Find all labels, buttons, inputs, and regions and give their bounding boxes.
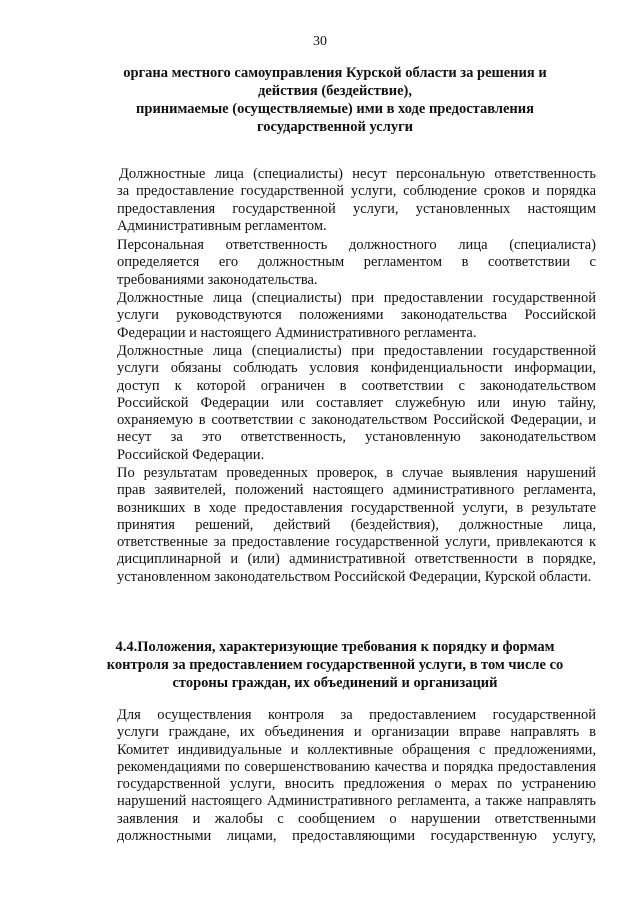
paragraph-personal-responsibility	[117, 237, 596, 289]
text-line: Персональная ответственность должностного лица (специалиста)	[117, 237, 596, 253]
text-line: По результатам проведенных проверок, в случае выявления нарушений	[117, 465, 596, 481]
text-line: рекомендациями по совершенствованию качества и порядка предоставления	[117, 758, 596, 775]
heading-line: органа местного самоуправления Курской области за решения и	[123, 65, 547, 81]
paragraph-confidentiality	[117, 343, 596, 464]
text-line: возникших в ходе предоставления государственной услуги, в результате	[117, 499, 596, 516]
text-line: Административным регламентом.	[117, 217, 327, 234]
text-line: несут за это ответственность, установленную законодательством	[117, 429, 596, 446]
text-line: за предоставление государственной услуги, соблюдение сроков и порядка	[117, 183, 596, 200]
text-line: дисциплинарной и (или) административной ответственности в порядке,	[117, 551, 596, 568]
section-heading-top	[90, 64, 580, 136]
text-line: Должностные лица (специалисты) при предоставлении государственной	[117, 290, 596, 306]
text-line: предоставления государственной услуги, установленных настоящим	[117, 200, 596, 217]
text-line: услуги руководствуются положениями законодательства Российской	[117, 307, 596, 324]
heading-line: действия (бездействие),	[258, 83, 412, 99]
heading-line: государственной услуги	[256, 119, 414, 135]
heading-line: 4.4.Положения, характеризующие требования к порядку и формам	[115, 639, 555, 655]
text-line: нарушений настоящего Административного регламента, а также направлять	[117, 793, 596, 810]
section-heading-4-4	[90, 638, 580, 692]
paragraph-citizen-control	[117, 707, 596, 845]
text-line: Федерации и настоящего Административного регламента.	[117, 324, 477, 341]
heading-line: контроля за предоставлением государственной услуги, в том числе со	[106, 657, 564, 673]
text-line: доступ к которой ограничен в соответствии с законодательством	[117, 377, 596, 394]
text-line: прав заявителей, положений настоящего административного регламента,	[117, 482, 596, 499]
text-line: услуги обязаны соблюдать условия конфиденциальности информации,	[117, 360, 596, 377]
text-line: Российской Федерации или составляет служебную или иную тайну,	[117, 394, 596, 411]
text-line: государственной услуги, вносить предложения о мерах по устранению	[117, 776, 596, 793]
heading-line: стороны граждан, их объединений и организаций	[172, 675, 498, 691]
text-line: требованиями законодательства.	[117, 271, 318, 288]
text-line: определяется его должностным регламентом в соответствии с	[117, 254, 596, 271]
paragraph-inspection-results	[117, 465, 596, 586]
text-line: заявления и жалобы с сообщением о нарушении ответственными	[117, 810, 596, 827]
paragraph-responsibility	[117, 166, 596, 235]
page-number: 30	[313, 34, 327, 49]
text-line: Комитет индивидуальные и коллективные обращения с предложениями,	[117, 741, 596, 758]
text-line: Для осуществления контроля за предоставлением государственной	[117, 707, 596, 723]
paragraph-guided-by	[117, 290, 596, 342]
text-line: Должностные лица (специалисты) несут персональную ответственность	[119, 166, 596, 182]
text-line: установленном законодательством Российской Федерации, Курской области.	[117, 568, 592, 585]
text-line: Российской Федерации.	[117, 446, 265, 463]
text-line: принятия решений, действий (бездействия), должностные лица,	[117, 516, 596, 533]
text-line: ответственные за предоставление государственной услуги, привлекаются к	[117, 534, 596, 551]
heading-line: принимаемые (осуществляемые) ими в ходе предоставления	[136, 101, 534, 117]
text-line: услуги граждане, их объединения и организации вправе направлять в	[117, 724, 596, 741]
text-line: охраняемую в соответствии с законодательством Российской Федерации, и	[117, 412, 596, 429]
text-line: Должностные лица (специалисты) при предоставлении государственной	[117, 343, 596, 359]
text-line: должностными лицами, предоставляющими государственную услугу,	[117, 828, 596, 845]
